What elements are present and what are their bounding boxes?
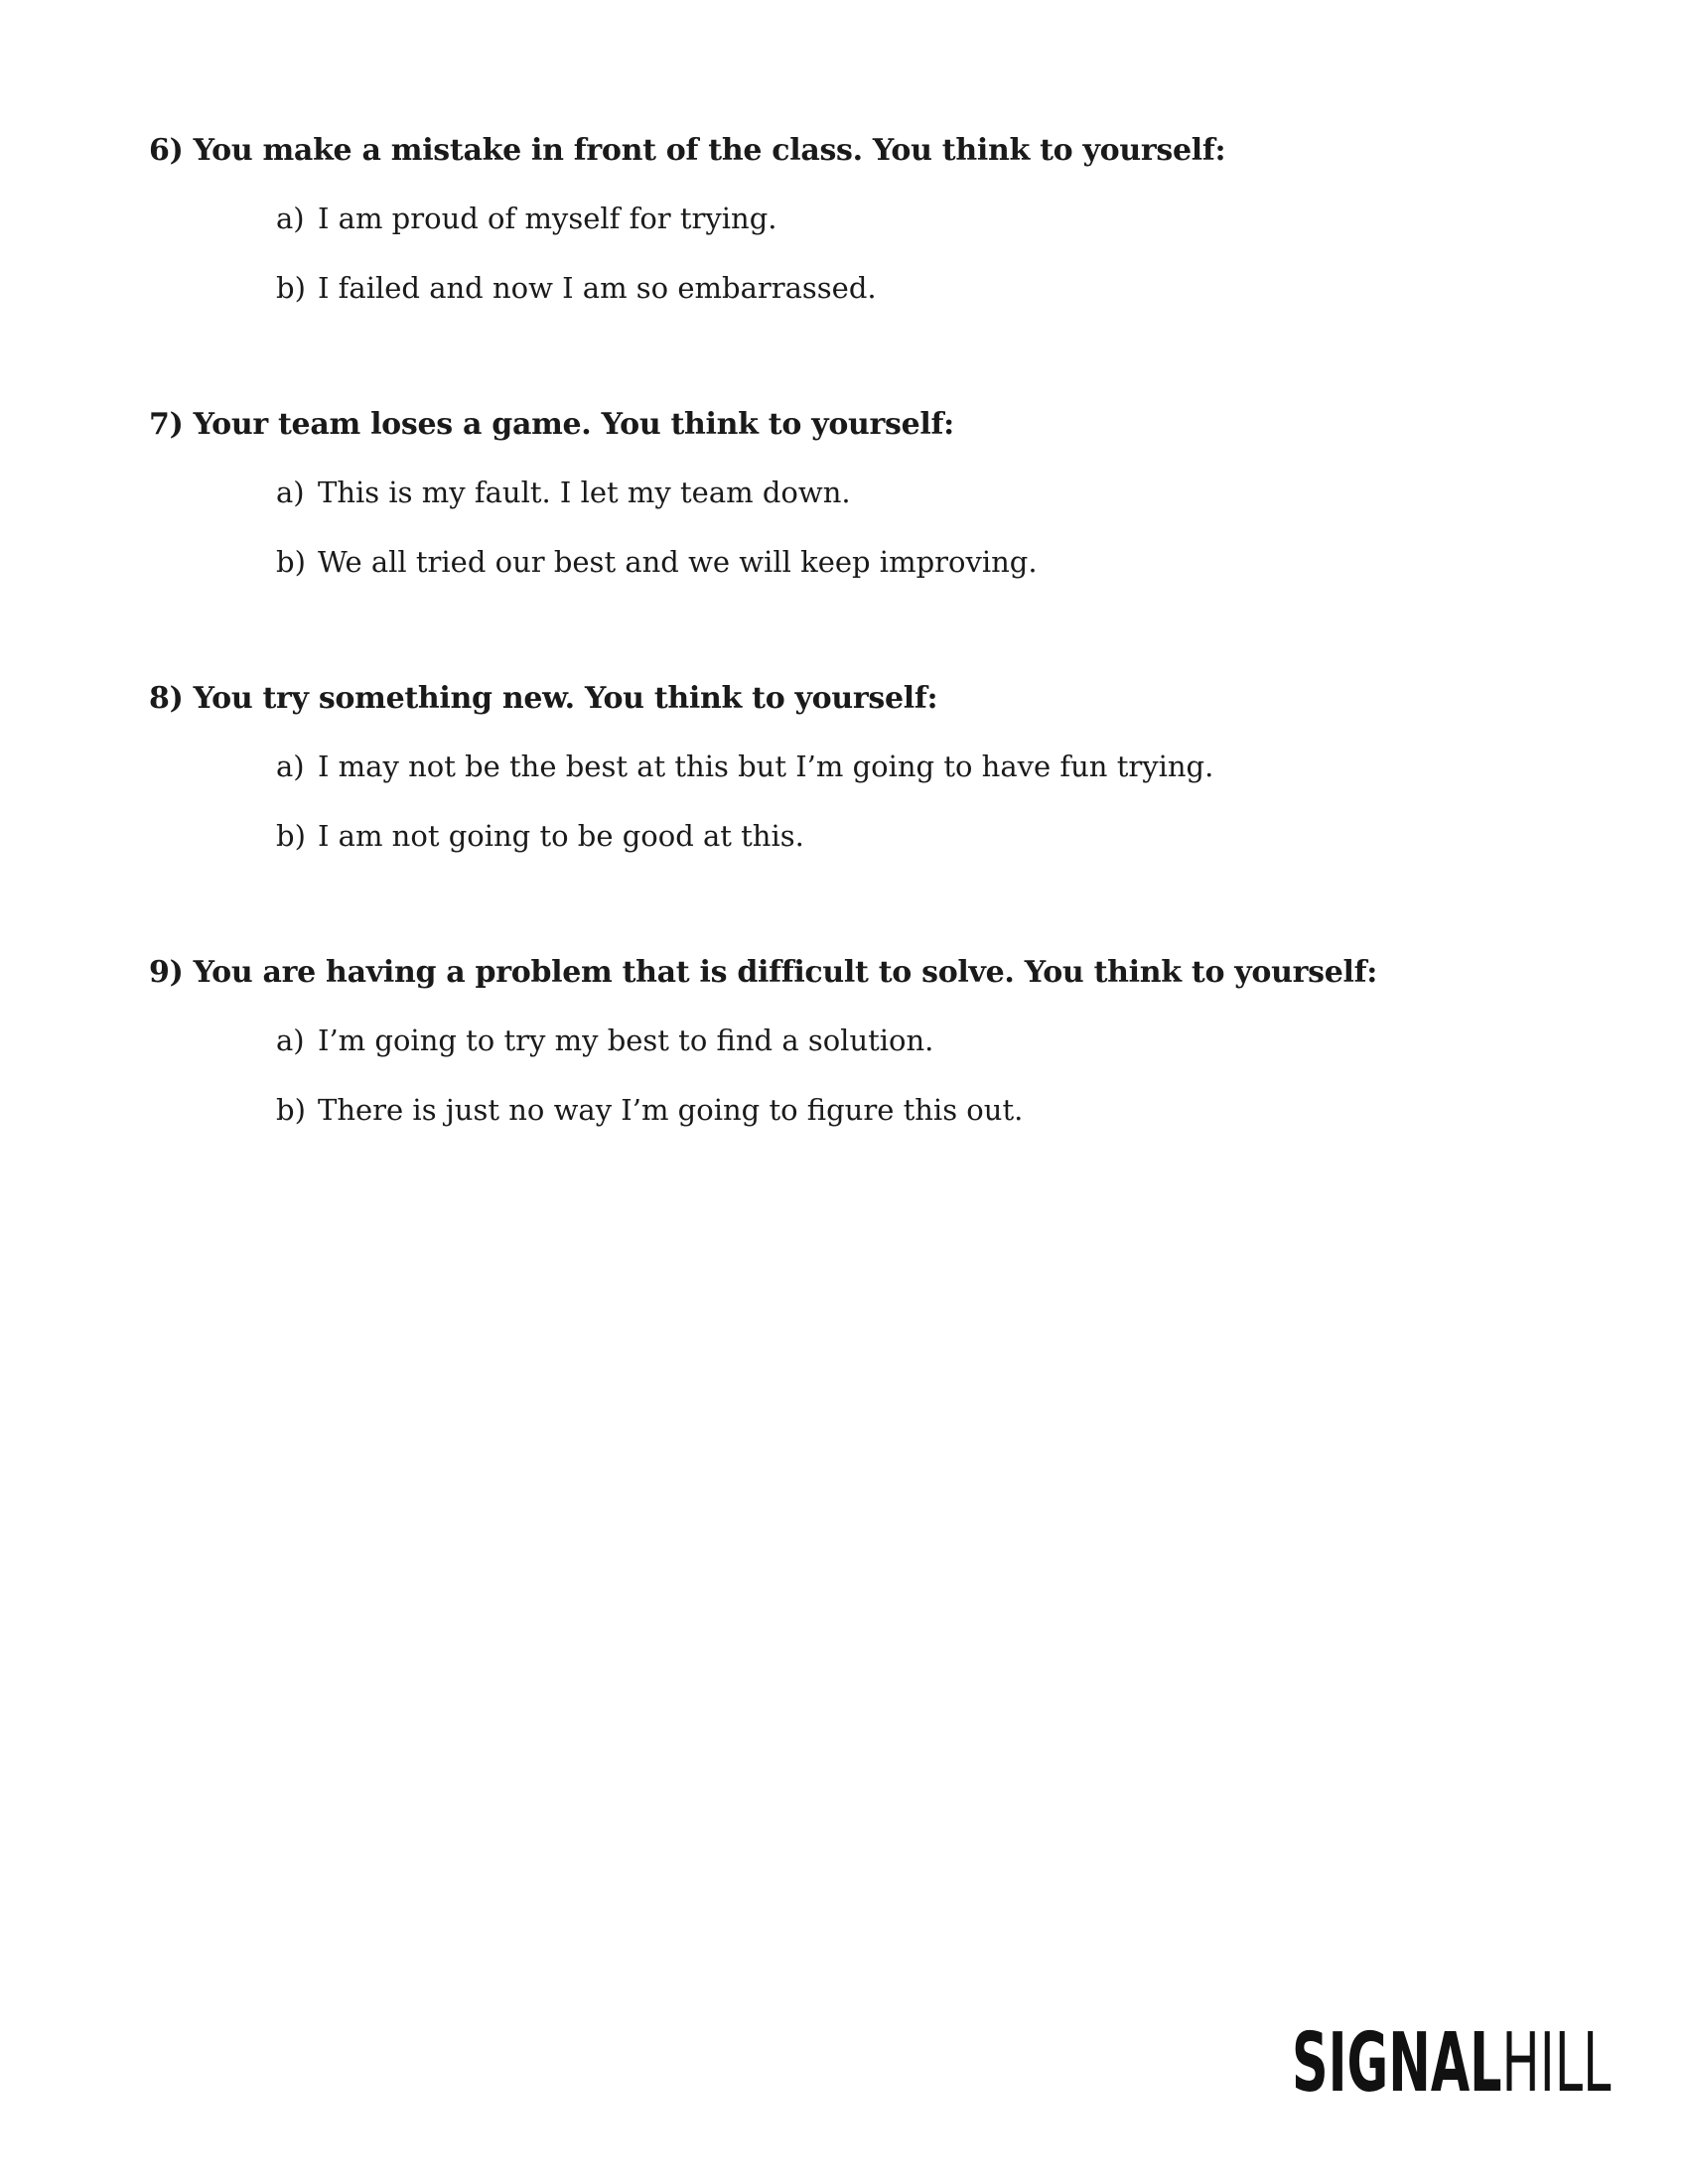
logo-light-part: HILL	[1501, 2016, 1611, 2111]
option-list	[276, 199, 1589, 308]
signalhill-logo	[1096, 2016, 1611, 2111]
question-title: 8) You try something new. You think to yourself:	[149, 681, 938, 716]
option-letter: b)	[276, 271, 306, 305]
option-b	[276, 268, 1589, 308]
question-title: 9) You are having a problem that is difficult to solve. You think to yourself:	[149, 955, 1378, 990]
option-letter: b)	[276, 545, 306, 579]
option-letter: a)	[276, 750, 305, 783]
option-b	[276, 1090, 1589, 1130]
option-letter: b)	[276, 1093, 306, 1127]
option-letter: a)	[276, 202, 305, 235]
question-title: 6) You make a mistake in front of the class. You think to yourself:	[149, 133, 1226, 168]
option-text: I am not going to be good at this.	[318, 819, 804, 853]
logo-bold-part: SIGNAL	[1291, 2016, 1502, 2111]
option-list	[276, 1021, 1589, 1130]
question-7	[149, 405, 1589, 612]
option-letter: a)	[276, 476, 305, 509]
question-8	[149, 679, 1589, 886]
option-text: I failed and now I am so embarrassed.	[318, 271, 877, 305]
option-text: We all tried our best and we will keep improving.	[318, 545, 1038, 579]
question-6	[149, 131, 1589, 338]
option-text: I am proud of myself for trying.	[318, 202, 777, 235]
option-text: There is just no way I’m going to figure this out.	[318, 1093, 1024, 1127]
option-list	[276, 473, 1589, 582]
option-letter: b)	[276, 819, 306, 853]
option-a	[276, 1021, 1589, 1060]
question-title: 7) Your team loses a game. You think to yourself:	[149, 407, 954, 442]
option-letter: a)	[276, 1024, 305, 1057]
option-text: I may not be the best at this but I’m going to have fun trying.	[318, 750, 1214, 783]
option-text: I’m going to try my best to find a solution.	[318, 1024, 934, 1057]
logo-wordmark	[1291, 2016, 1611, 2111]
option-text: This is my fault. I let my team down.	[318, 476, 851, 509]
option-a	[276, 473, 1589, 512]
option-a	[276, 199, 1589, 238]
option-a	[276, 747, 1589, 786]
option-b	[276, 816, 1589, 856]
option-list	[276, 747, 1589, 856]
option-b	[276, 542, 1589, 582]
question-9	[149, 953, 1589, 1160]
